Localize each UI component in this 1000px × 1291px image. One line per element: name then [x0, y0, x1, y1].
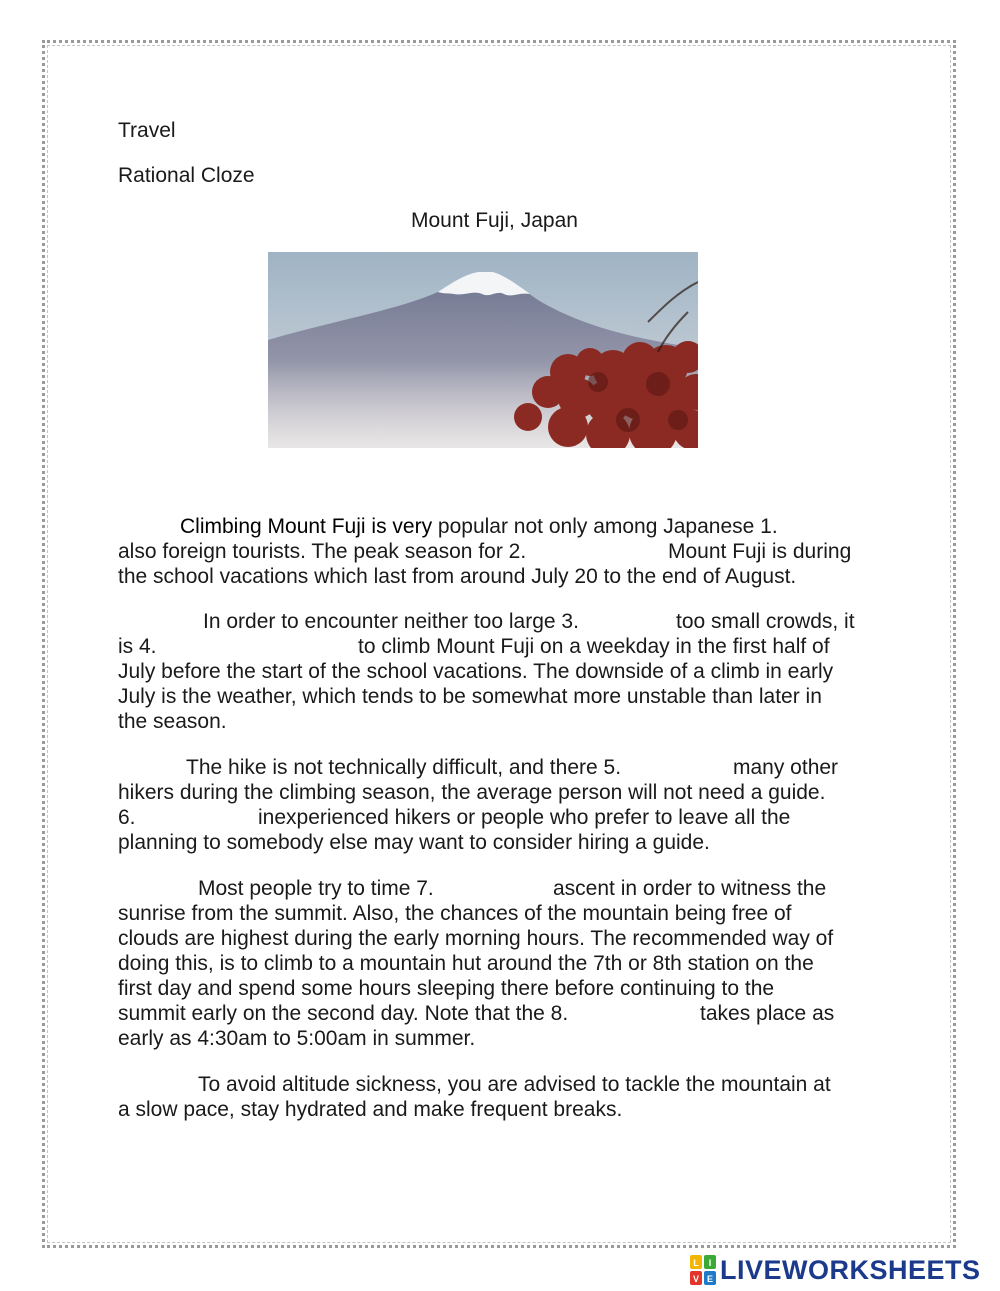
passage-line-7: July is the weather, which tends to be somewhat more unstable than later in — [118, 685, 822, 708]
liveworksheets-mark-icon — [690, 1255, 716, 1285]
passage-line-9: The hike is not technically difficult, and there 5. — [186, 756, 622, 779]
passage-line-2-b: Mount Fuji is during — [668, 540, 852, 563]
svg-text:V: V — [692, 1274, 700, 1284]
svg-text:L: L — [693, 1258, 699, 1268]
passage-line-16: doing this, is to climb to a mountain hut around the 7th or 8th station on the — [118, 952, 814, 975]
passage-line-11: 6. — [118, 806, 136, 829]
passage-line-13-b: ascent in order to witness the — [553, 877, 827, 900]
passage-line-8: the season. — [118, 710, 227, 733]
passage-line-11-b: inexperienced hikers or people who prefer to leave all the — [258, 806, 791, 829]
passage-line-20: To avoid altitude sickness, you are advised to tackle the mountain at — [198, 1073, 831, 1096]
passage-line-10: hikers during the climbing season, the average person will not need a guide. — [118, 781, 826, 804]
exercise-type-label: Rational Cloze — [118, 164, 255, 187]
passage-line-5-b: to climb Mount Fuji on a weekday in the first half of — [358, 635, 830, 658]
passage-line-1-b: popular not only among Japanese 1. — [437, 515, 778, 538]
passage-line-15: clouds are highest during the early morning hours. The recommended way of — [118, 927, 834, 950]
mount-fuji-photo — [268, 252, 698, 448]
passage-line-4: In order to encounter neither too large 3. — [203, 610, 579, 633]
passage-line-3: the school vacations which last from around July 20 to the end of August. — [118, 565, 797, 588]
passage-line-18-b: takes place as — [700, 1002, 835, 1025]
passage-line-1 — [180, 514, 778, 539]
passage-line-9-b: many other — [733, 756, 839, 779]
passage-line-21: a slow pace, stay hydrated and make frequent breaks. — [118, 1098, 623, 1121]
svg-text:I: I — [708, 1258, 712, 1268]
svg-text:E: E — [706, 1274, 714, 1284]
passage-line-5: is 4. — [118, 635, 157, 658]
passage-line-1-a: Climbing Mount Fuji is very — [180, 515, 433, 538]
passage-line-2: also foreign tourists. The peak season for 2. — [118, 540, 527, 563]
passage-line-14: sunrise from the summit. Also, the chances of the mountain being free of — [118, 902, 792, 925]
passage-line-4-b: too small crowds, it — [676, 610, 855, 633]
passage-line-13: Most people try to time 7. — [198, 877, 434, 900]
topic-label: Travel — [118, 119, 176, 142]
passage-line-19: early as 4:30am to 5:00am in summer. — [118, 1027, 476, 1050]
passage-line-17: first day and spend some hours sleeping there before continuing to the — [118, 977, 775, 1000]
passage-line-18: summit early on the second day. Note that the 8. — [118, 1002, 569, 1025]
passage-line-12: planning to somebody else may want to consider hiring a guide. — [118, 831, 710, 854]
passage-line-6: July before the start of the school vacations. The downside of a climb in early — [118, 660, 834, 683]
liveworksheets-logo-text: LIVEWORKSHEETS — [720, 1254, 981, 1285]
liveworksheets-logo[interactable] — [690, 1252, 981, 1288]
page-title: Mount Fuji, Japan — [411, 209, 578, 232]
